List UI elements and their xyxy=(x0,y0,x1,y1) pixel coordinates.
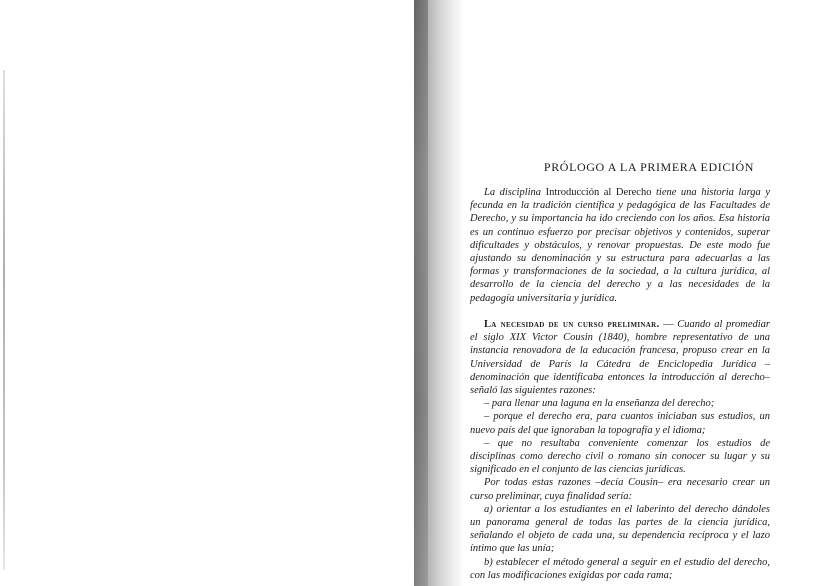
intro-text-b: Introducción al Derecho xyxy=(545,187,652,198)
section-line-5: Por todas estas razones –decía Cousin– era necesario crear un curso preliminar, cuya finalidad sería: xyxy=(470,477,770,502)
section-heading: La necesidad de un curso preliminar. xyxy=(484,319,660,330)
intro-text-a: La disciplina xyxy=(484,187,546,198)
section-dash: — xyxy=(659,319,678,330)
book-gutter-shadow xyxy=(414,0,428,586)
page-edge-shadow xyxy=(3,70,5,570)
intro-paragraph xyxy=(470,186,770,305)
section-line-4: – que no resultaba conveniente comenzar los estudios de disciplinas como derecho civil o romano sin conocer su lugar y su significado en el conjunto de las ciencias jurídicas. xyxy=(470,437,770,476)
section-line-3: – porque el derecho era, para cuantos iniciaban sus estudios, un nuevo país del que ignoraban la topografía y el idioma; xyxy=(470,411,770,436)
page-title: PRÓLOGO A LA PRIMERA EDICIÓN xyxy=(543,160,755,174)
section-line-2: – para llenar una laguna en la enseñanza del derecho; xyxy=(484,398,715,410)
intro-text-c: tiene una historia larga y fecunda en la tradición científica y pedagógica de las Facultades de Derecho, y su importancia ha ido creciendo con los años. Esa historia es un continuo esfuerzo por precisar objetivos y contenidos, superar dificultades y obstáculos, y renovar propuestas. De este modo fue ajustando su denominación y su estructura para adecuarlas a las formas y transformaciones de la sociedad, a la cultura jurídica, al desarrollo de la ciencia del derecho y a las necesidades de la pedagogía universitaria y jurídica. xyxy=(470,187,770,304)
section-line-7: b) establecer el método general a seguir en el estudio del derecho, con las modificaciones exigidas por cada rama; xyxy=(470,556,770,581)
section-line-6: a) orientar a los estudiantes en el laberinto del derecho dándoles un panorama general de todas las partes de la ciencia jurídica, señalando el objeto de cada una, su dependencia recíproca y el lazo íntimo que las unía; xyxy=(470,503,770,555)
section-paragraph xyxy=(470,318,770,582)
section-line-1 xyxy=(470,318,770,397)
section-text-1: Cuando al promediar el siglo XIX Victor Cousin (1840), hombre representativo de una instancia renovadora de la educación francesa, propuso crear en la Universidad de París la Cátedra de Enciclopedia Jurídica –denominación que identificaba entonces la introducción al derecho– señaló las siguientes razones: xyxy=(470,319,770,397)
